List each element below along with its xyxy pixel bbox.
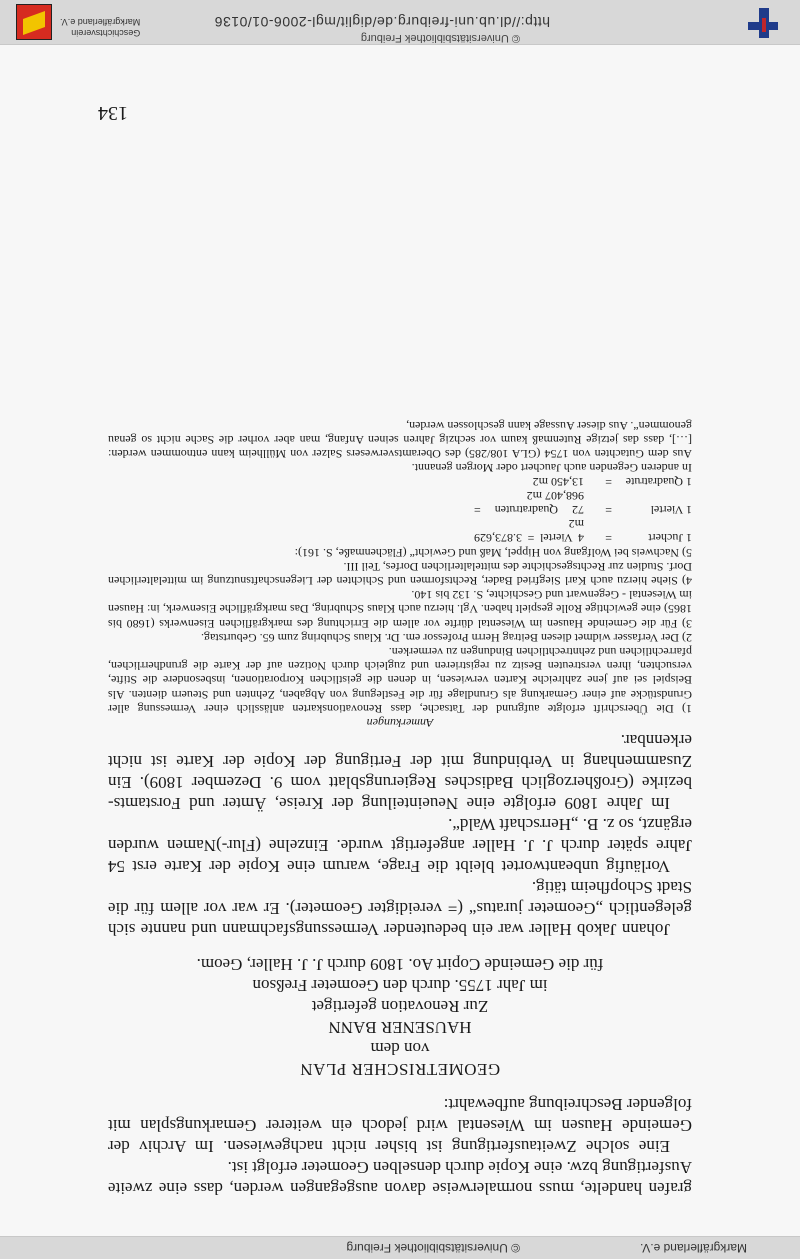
footnotes [108, 419, 692, 730]
society-header-text: Markgräflerland e.V. [640, 1241, 747, 1255]
plan-line: für die Gemeinde Copirt Ao. 1809 durch J. J. Haller, Geom. [196, 955, 604, 974]
society-name [60, 16, 140, 38]
permalink[interactable]: http://dl.ub.uni-freiburg.de/diglit/mgl-2006-01/0136 [214, 14, 550, 30]
society-line: Markgräflerland e.V. [60, 17, 141, 27]
notes-heading: Anmerkungen [366, 716, 434, 730]
viewer-header [0, 1236, 800, 1259]
table-cell: = [605, 531, 612, 546]
table-cell: 13,450 m2 [532, 475, 584, 490]
paragraph: Eine solche Zweitausfertigung ist bisher nicht nachgewiesen. Im Archiv der Gemeinde Hausen im Wiesental wird jedoch ein weiterer Gemarkungsplan mit folgender Beschreibung aufbewahrt: [108, 1095, 692, 1156]
footnote: In anderen Gegenden auch Jauchert oder Morgen genannt. [411, 461, 692, 476]
paragraph: grafen handelte, muss normalerweise davon ausgegangen werden, dass eine zweite Ausfertigung bzw. eine Kopie durch denselben Geometer erfolgt ist. [108, 1158, 692, 1198]
footnote: 5) Nachweis bei Wolfgang von Hippel, Maß und Gewicht“ (Flächenmaße, S. 161): [294, 545, 692, 560]
copyright-text: © Universitätsbibliothek Freiburg [346, 1241, 520, 1255]
table-cell: 1 Quadratrute [625, 475, 692, 490]
university-logo-icon [748, 8, 778, 38]
footnote: 2) Der Verfasser widmet diesen Beitrag Herrn Professor em. Dr. Klaus Schubring zum 65. Geburtstag. [201, 630, 692, 645]
table-cell: 1 Juchert [648, 531, 692, 546]
page-number: 134 [98, 102, 128, 124]
plan-line: von dem [370, 1039, 430, 1058]
table-cell: 1 Viertel [650, 503, 692, 518]
viewer-footer [0, 0, 800, 45]
table-cell: 4 Viertel = 3.873,629 m2 [474, 517, 584, 546]
paragraph: Im Jahre 1809 erfolgte eine Neueinteilung der Kreise, Ämter und Forstamts-bezirke (Großherzoglich Badisches Regierungsblatt vom 9. Dezember 1809). Ein Zusammenhang in Verbindung mit der Fertigung der Kopie der Karte ist nicht erkennbar. [108, 731, 692, 813]
page-text [108, 419, 692, 1199]
footnote: 1) Die Überschrift erfolgte aufgrund der Tatsache, dass Renovationskarten anlässlich einer Vermessung aller Grundstücke auf einer Gemarkung als Grundlage für die Festlegung von Abgaben, Zehnten und Steuern dienten. Als Beispiel sei auf jene zahlreiche Karten verwiesen, in denen die geistlichen Korporationen, insbesondere die Stifte, versuchten, ihren verstreuten Besitz zu registrieren und zugleich durch Notizen auf der Karte die grundherrlichen, pfarrechtlichen und zehntrechtlichen Bindungen zu vermerken. [108, 644, 692, 716]
measure-table [108, 475, 692, 545]
paragraph: Johann Jakob Haller war ein bedeutender Vermessungsfachmann und nannte sich gelegentlich „Geometer juratus“ (= vereidigter Geometer). Er war vor allem für die Stadt Schopfheim tätig. [108, 878, 692, 939]
plan-title: GEOMETRISCHER PLAN [299, 1060, 501, 1079]
paragraph: Vorläufig unbeantwortet bleibt die Frage, warum eine Kopie der Karte erst 54 Jahre später durch J. J. Haller angefertigt wurde. Einzelne (Flur-)Namen wurden ergänzt, so z. B. „Herrschaft Wald“. [108, 815, 692, 876]
table-cell: = [605, 503, 612, 518]
plan-line: im Jahr 1755. durch den Geometer Freßson [252, 976, 548, 995]
plan-line: Zur Renovation gefertiget [311, 997, 489, 1016]
plan-line: HAUSENER BANN [328, 1018, 472, 1037]
copyright-text: © Universitätsbibliothek Freiburg [360, 32, 520, 44]
footnote: 4) Siehe hierzu auch Karl Siegfried Bader, Rechtsformen und Schichten der Liegenschaftsnutzung im mittelalterlichen Dorf. Studien zur Rechtsgeschichte des mittelalterlichen Dorfes, Teil III. [108, 559, 692, 588]
coat-of-arms-icon [16, 4, 52, 40]
footnote: 3) Für die Gemeinde Hausen im Wiesental dürfte vor allem die Errichtung des markgräflichen Eisenwerks (1680 bis 1865) eine gewichtige Rolle gespielt haben. Vgl. hierzu auch Klaus Schubring, Das markgräfliche Eisenwerk, in: Hausen im Wiesental - Gegenwart und Geschichte, S. 132 bis 140. [108, 588, 692, 631]
table-cell: 72 Quadratruten = 968,407 m2 [474, 489, 584, 518]
table-cell: = [605, 475, 612, 490]
footnote: Aus dem Gutachten von 1754 (GLA 108/285) des Oberamtsverwesers Salzer von Müllheim kann entnommen werden: […], dass das jetzige Rutenmaß kaum vor sechzig Jahren seinen Anfang, man aber vorher die Sache nicht so genau genommen“. Aus dieser Aussage kann geschlossen werden, [108, 418, 692, 462]
society-line: Geschichtsverein [71, 28, 141, 38]
